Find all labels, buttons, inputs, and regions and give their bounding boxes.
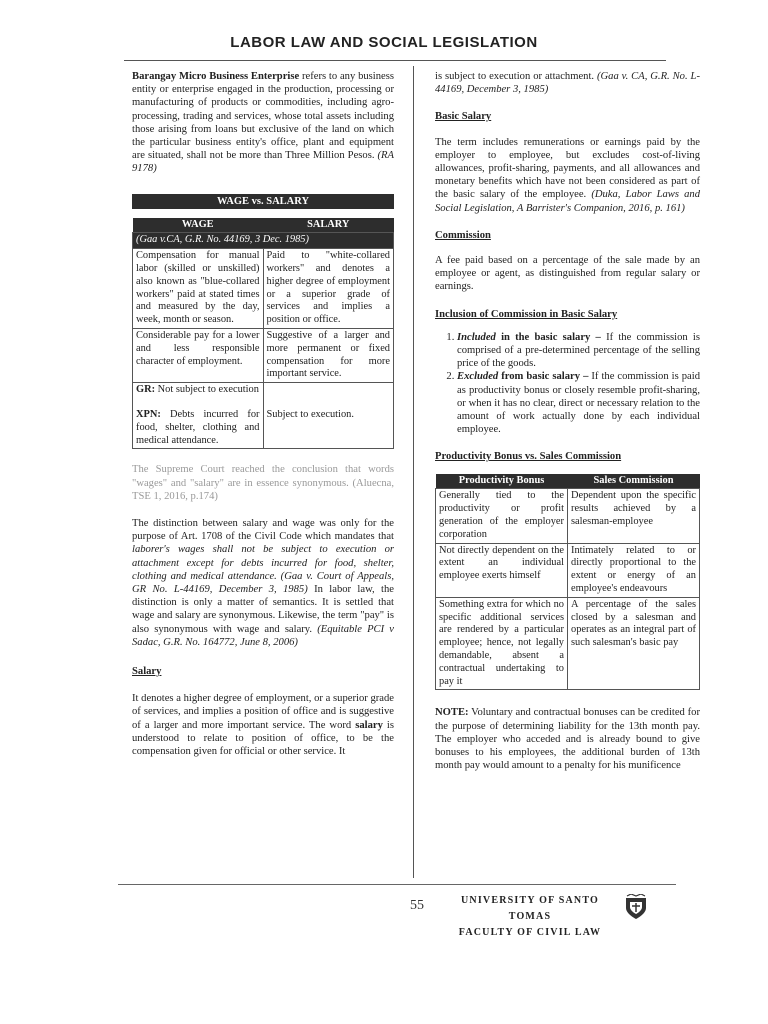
list-item: 2. Excluded from basic salary – If the commission is paid as productivity bonus or closely resemble profit-sharing, or when it has no clear, direct or necessary relation to the amount of work actually done by each individual employee. — [457, 370, 700, 436]
salary-paragraph: It denotes a higher degree of employment, or a superior grade of services, and implies a position of office and is suggestive of a larger and more important service. The word salary is understood to relate to position of office, to be the compensation given for official or other service. It — [132, 693, 394, 758]
table-header-salary: SALARY — [263, 218, 394, 233]
table-row — [133, 383, 394, 449]
table-header-sales-commission: Sales Commission — [568, 474, 700, 489]
basic-salary-heading: Basic Salary — [435, 111, 492, 123]
continued-paragraph: is subject to execution or attachment. (Gaa v. CA, G.R. No. L-44169, December 3, 1985) — [435, 71, 700, 96]
footer-rule — [118, 884, 676, 885]
basic-salary-paragraph: The term includes remunerations or earnings paid by the employer to employee, but excludes cost-of-living allowances, profit-sharing, payments, and all allowances and monetary benefits which have not been considered as part of the basic salary of the employee. (Duka, Labor Laws and Social Legislation, A Barrister's Companion, 2016, p. 161) — [435, 136, 700, 214]
note-paragraph: NOTE: Voluntary and contractual bonuses can be credited for the purpose of determining liability for the 13th month pay. The employer who acceded and is already bound to give bonuses to his employees, the additional burden of 13th month pay would amount to a penalty for his munificence — [435, 707, 700, 772]
intro-citation: (RA 9178) — [132, 150, 394, 175]
distinction-paragraph: The distinction between salary and wage was only for the purpose of Art. 1708 of the Civil Code which mandates that laborer's wages shall not be subject to execution or attachment except for debts incurred for food, shelter, clothing and medical attendance. (Gaa v. Court of Appeals, GR No. L-44169, December 3, 1985) In labor law, the distinction is only a matter of semantics. It is settled that wage and salary are synonymous. Likewise, the term "pay" is also synonymous with wage and salary. (Equitable PCI v Sadac, G.R. No. 164772, June 8, 2006) — [132, 517, 394, 648]
salary-heading: Salary — [132, 666, 162, 678]
table-cell: Intimately related to or directly proportional to the extent or energy of an employee's endeavours — [568, 543, 700, 597]
intro-text: refers to any business entity or enterprise engaged in the production, processing or manufacturing of products or commodities, including agro-processing, trading and services, whose total assets including those arising from loans but exclusive of the land on which the particular business entity's office, plant and equipment are situated, shall not be more than Three Million Pesos. — [132, 71, 394, 162]
table-cell — [133, 383, 264, 449]
commission-heading: Commission — [435, 229, 491, 241]
university-name: UNIVERSITY OF SANTO TOMAS — [460, 895, 599, 922]
intro-term: Barangay Micro Business Enterprise — [132, 71, 300, 82]
gr-text: Not subject to execution — [155, 384, 259, 396]
right-column — [435, 70, 700, 772]
inclusion-heading: Inclusion of Commission in Basic Salary — [435, 308, 618, 320]
table-row — [133, 329, 394, 383]
intro-paragraph — [132, 70, 394, 176]
list-item: 1. Included in the basic salary – If the commission is comprised of a pre-determined percentage of the selling price of the goods. — [457, 331, 700, 371]
table-row — [436, 489, 700, 543]
table-caption: (Gaa v.CA, G.R. No. 44169, 3 Dec. 1985) — [133, 233, 394, 249]
table-row — [436, 597, 700, 690]
table-cell: Not directly dependent on the extent an individual employee exerts himself — [436, 543, 568, 597]
table-header-productivity-bonus: Productivity Bonus — [436, 474, 568, 489]
table-header-wage: WAGE — [133, 218, 264, 233]
commission-paragraph: A fee paid based on a percentage of the sale made by an employee or agent, as distinguished from regular salary or earnings. — [435, 255, 700, 293]
page-header-title: LABOR LAW AND SOCIAL LEGISLATION — [230, 34, 538, 51]
column-divider — [413, 66, 414, 878]
table-cell: Something extra for which no specific additional services are rendered by a particular employee; hence, not legally demandable, absent a contractual undertaking to pay it — [436, 597, 568, 690]
page-number: 55 — [410, 898, 424, 913]
table-cell: A percentage of the sales closed by a salesman and operates as an integral part of such salesman's basic pay — [568, 597, 700, 690]
table-cell: Considerable pay for a lower and less responsible character of employment. — [133, 329, 264, 383]
header-rule — [124, 60, 666, 61]
xpn-text: Debts incurred for food, shelter, clothing and medical attendance. — [136, 408, 260, 446]
table-row — [436, 543, 700, 597]
left-column — [132, 70, 394, 758]
table-cell: Paid to "white-collared workers" and denotes a higher degree of employment or a superior grade of services and implies a position or office. — [263, 249, 394, 329]
inclusion-list — [435, 331, 700, 437]
table-cell: Suggestive of a larger and more permanent or fixed compensation for more important service. — [263, 329, 394, 383]
gr-label: GR: — [136, 384, 156, 396]
university-seal-icon — [624, 894, 648, 920]
table-row — [133, 249, 394, 329]
wage-vs-salary-heading: WAGE vs. SALARY — [132, 194, 394, 209]
table-cell: Compensation for manual labor (skilled or unskilled) also known as "blue-collared workers" paid at stated times and measured by the day, week, month or season. — [133, 249, 264, 329]
table-cell: Subject to execution. — [263, 383, 394, 449]
footer-institution — [440, 893, 620, 941]
table-cell: Dependent upon the specific results achieved by a salesman-employee — [568, 489, 700, 543]
supreme-court-paragraph: The Supreme Court reached the conclusion that words "wages" and "salary" are in essence synonymous. (Aluecna, TSE 1, 2016, p.174) — [132, 464, 394, 502]
productivity-heading: Productivity Bonus vs. Sales Commission — [435, 451, 622, 463]
table-cell: Generally tied to the productivity or profit generation of the employer corporation — [436, 489, 568, 543]
xpn-label: XPN: — [136, 408, 161, 420]
wage-salary-table — [132, 218, 394, 450]
bonus-commission-table — [435, 474, 700, 691]
faculty-name: FACULTY OF CIVIL LAW — [458, 927, 602, 938]
